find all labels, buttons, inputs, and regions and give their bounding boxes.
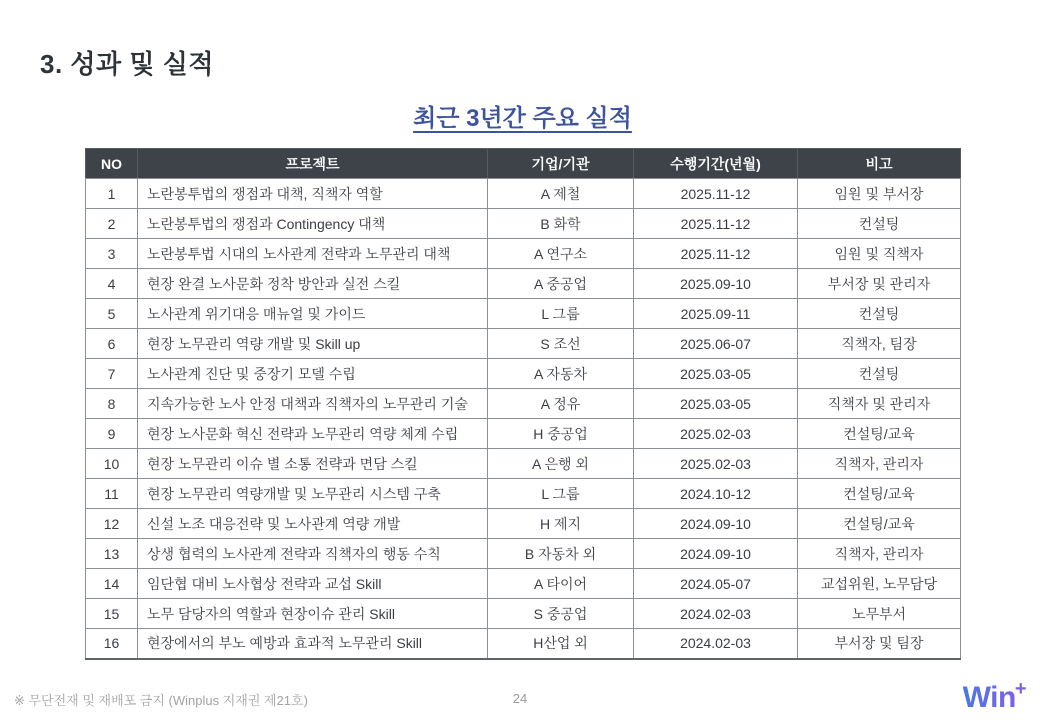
table-row	[86, 329, 961, 359]
cell-company: A 제철	[488, 179, 634, 209]
cell-remark: 컨설팅/교육	[798, 419, 961, 449]
cell-period: 2024.09-10	[634, 509, 798, 539]
cell-period: 2024.02-03	[634, 629, 798, 659]
cell-project: 현장 노무관리 역량 개발 및 Skill up	[138, 329, 488, 359]
cell-no: 1	[86, 179, 138, 209]
cell-period: 2025.11-12	[634, 239, 798, 269]
cell-company: A 중공업	[488, 269, 634, 299]
cell-no: 3	[86, 239, 138, 269]
cell-period: 2025.06-07	[634, 329, 798, 359]
cell-project: 노란봉투법의 쟁점과 Contingency 대책	[138, 209, 488, 239]
cell-period: 2024.09-10	[634, 539, 798, 569]
cell-period: 2025.03-05	[634, 389, 798, 419]
table-row	[86, 599, 961, 629]
cell-project: 신설 노조 대응전략 및 노사관계 역량 개발	[138, 509, 488, 539]
cell-project: 노사관계 진단 및 중장기 모델 수립	[138, 359, 488, 389]
cell-remark: 직책자, 관리자	[798, 539, 961, 569]
cell-no: 12	[86, 509, 138, 539]
cell-company: A 정유	[488, 389, 634, 419]
table-row	[86, 299, 961, 329]
cell-no: 15	[86, 599, 138, 629]
cell-no: 9	[86, 419, 138, 449]
table-row	[86, 269, 961, 299]
cell-project: 노무 담당자의 역할과 현장이슈 관리 Skill	[138, 599, 488, 629]
cell-remark: 컨설팅	[798, 299, 961, 329]
cell-project: 현장 노무관리 역량개발 및 노무관리 시스템 구축	[138, 479, 488, 509]
cell-company: B 자동차 외	[488, 539, 634, 569]
cell-project: 지속가능한 노사 안정 대책과 직책자의 노무관리 기술	[138, 389, 488, 419]
cell-remark: 부서장 및 관리자	[798, 269, 961, 299]
cell-no: 8	[86, 389, 138, 419]
page-title: 3. 성과 및 실적	[40, 49, 214, 79]
cell-remark: 컨설팅/교육	[798, 479, 961, 509]
cell-no: 4	[86, 269, 138, 299]
footer-note: ※ 무단전재 및 재배포 금지 (Winplus 지재권 제21호)	[14, 693, 308, 708]
cell-no: 7	[86, 359, 138, 389]
table-row	[86, 569, 961, 599]
cell-remark: 컨설팅	[798, 209, 961, 239]
results-table-body	[86, 179, 961, 659]
cell-no: 6	[86, 329, 138, 359]
cell-no: 10	[86, 449, 138, 479]
cell-no: 14	[86, 569, 138, 599]
table-row	[86, 359, 961, 389]
table-row	[86, 389, 961, 419]
table-row	[86, 449, 961, 479]
plus-icon: +	[1014, 678, 1026, 700]
cell-period: 2025.09-10	[634, 269, 798, 299]
table-row	[86, 179, 961, 209]
cell-project: 현장에서의 부노 예방과 효과적 노무관리 Skill	[138, 629, 488, 659]
header-cell: 프로젝트	[138, 149, 488, 179]
cell-no: 5	[86, 299, 138, 329]
cell-company: H 중공업	[488, 419, 634, 449]
cell-no: 13	[86, 539, 138, 569]
table-title-wrap	[85, 98, 960, 133]
cell-period: 2024.10-12	[634, 479, 798, 509]
cell-company: L 그룹	[488, 299, 634, 329]
cell-remark: 노무부서	[798, 599, 961, 629]
results-table	[85, 148, 961, 660]
cell-no: 16	[86, 629, 138, 659]
cell-remark: 컨설팅	[798, 359, 961, 389]
cell-period: 2025.03-05	[634, 359, 798, 389]
table-row	[86, 239, 961, 269]
cell-project: 현장 노무관리 이슈 별 소통 전략과 면담 스킬	[138, 449, 488, 479]
cell-company: A 타이어	[488, 569, 634, 599]
page-number: 24	[512, 691, 528, 706]
table-row	[86, 209, 961, 239]
cell-remark: 직책자, 팀장	[798, 329, 961, 359]
cell-project: 현장 노사문화 혁신 전략과 노무관리 역량 체계 수립	[138, 419, 488, 449]
cell-project: 노란봉투법 시대의 노사관계 전략과 노무관리 대책	[138, 239, 488, 269]
table-row	[86, 539, 961, 569]
cell-period: 2025.02-03	[634, 449, 798, 479]
cell-company: H산업 외	[488, 629, 634, 659]
cell-period: 2024.02-03	[634, 599, 798, 629]
cell-company: B 화학	[488, 209, 634, 239]
cell-company: S 중공업	[488, 599, 634, 629]
table-row	[86, 509, 961, 539]
cell-company: H 제지	[488, 509, 634, 539]
cell-no: 2	[86, 209, 138, 239]
cell-period: 2025.11-12	[634, 179, 798, 209]
cell-remark: 직책자 및 관리자	[798, 389, 961, 419]
cell-project: 임단협 대비 노사협상 전략과 교섭 Skill	[138, 569, 488, 599]
cell-no: 11	[86, 479, 138, 509]
cell-period: 2025.02-03	[634, 419, 798, 449]
cell-company: A 자동차	[488, 359, 634, 389]
header-cell: 수행기간(년월)	[634, 149, 798, 179]
table-title: 최근 3년간 주요 실적	[413, 105, 632, 132]
cell-project: 노사관계 위기대응 매뉴얼 및 가이드	[138, 299, 488, 329]
cell-remark: 교섭위원, 노무담당	[798, 569, 961, 599]
header-cell: 비고	[798, 149, 961, 179]
cell-remark: 임원 및 부서장	[798, 179, 961, 209]
table-row	[86, 479, 961, 509]
cell-company: S 조선	[488, 329, 634, 359]
header-cell: NO	[86, 149, 138, 179]
cell-project: 상생 협력의 노사관계 전략과 직책자의 행동 수칙	[138, 539, 488, 569]
cell-project: 노란봉투법의 쟁점과 대책, 직책자 역할	[138, 179, 488, 209]
cell-project: 현장 완결 노사문화 정착 방안과 실전 스킬	[138, 269, 488, 299]
cell-remark: 부서장 및 팀장	[798, 629, 961, 659]
header-cell: 기업/기관	[488, 149, 634, 179]
cell-period: 2025.11-12	[634, 209, 798, 239]
cell-company: A 은행 외	[488, 449, 634, 479]
cell-period: 2024.05-07	[634, 569, 798, 599]
table-row	[86, 419, 961, 449]
cell-period: 2025.09-11	[634, 299, 798, 329]
cell-remark: 직책자, 관리자	[798, 449, 961, 479]
winplus-logo	[963, 672, 1026, 715]
cell-company: A 연구소	[488, 239, 634, 269]
cell-remark: 임원 및 직책자	[798, 239, 961, 269]
results-table-header-row	[86, 149, 961, 179]
cell-company: L 그룹	[488, 479, 634, 509]
winplus-logo-text: Win	[962, 681, 1016, 714]
table-row	[86, 629, 961, 659]
cell-remark: 컨설팅/교육	[798, 509, 961, 539]
